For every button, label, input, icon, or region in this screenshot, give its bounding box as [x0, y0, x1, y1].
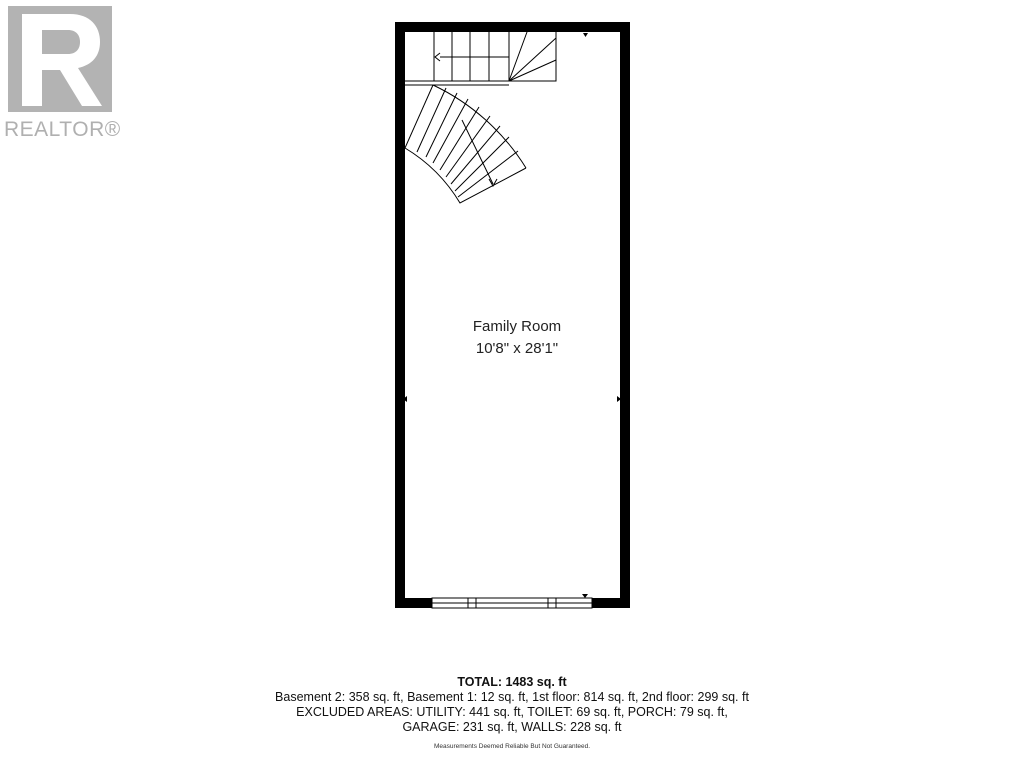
- stair-direction-arrow: [435, 53, 440, 61]
- excluded-areas: EXCLUDED AREAS: UTILITY: 441 sq. ft, TOILET: 69 sq. ft, PORCH: 79 sq. ft,: [296, 705, 728, 719]
- top-marker-icon: [583, 33, 588, 37]
- straight-staircase: [405, 32, 556, 81]
- exterior-walls: [400, 27, 625, 603]
- disclaimer: Measurements Deemed Reliable But Not Guaranteed.: [433, 743, 591, 750]
- room-name: Family Room: [472, 318, 562, 335]
- curved-staircase: [405, 85, 526, 203]
- room-dimensions: 10'8" x 28'1": [475, 340, 559, 357]
- realtor-wordmark: REALTOR®: [4, 118, 121, 141]
- bottom-marker-icon: [582, 594, 588, 598]
- window: [432, 598, 592, 608]
- total-area: TOTAL: 1483 sq. ft: [457, 675, 567, 689]
- floor-areas: Basement 2: 358 sq. ft, Basement 1: 12 sq. ft, 1st floor: 814 sq. ft, 2nd floor: 299 sq. ft: [275, 690, 749, 704]
- excluded-areas-continued: GARAGE: 231 sq. ft, WALLS: 228 sq. ft: [402, 720, 622, 734]
